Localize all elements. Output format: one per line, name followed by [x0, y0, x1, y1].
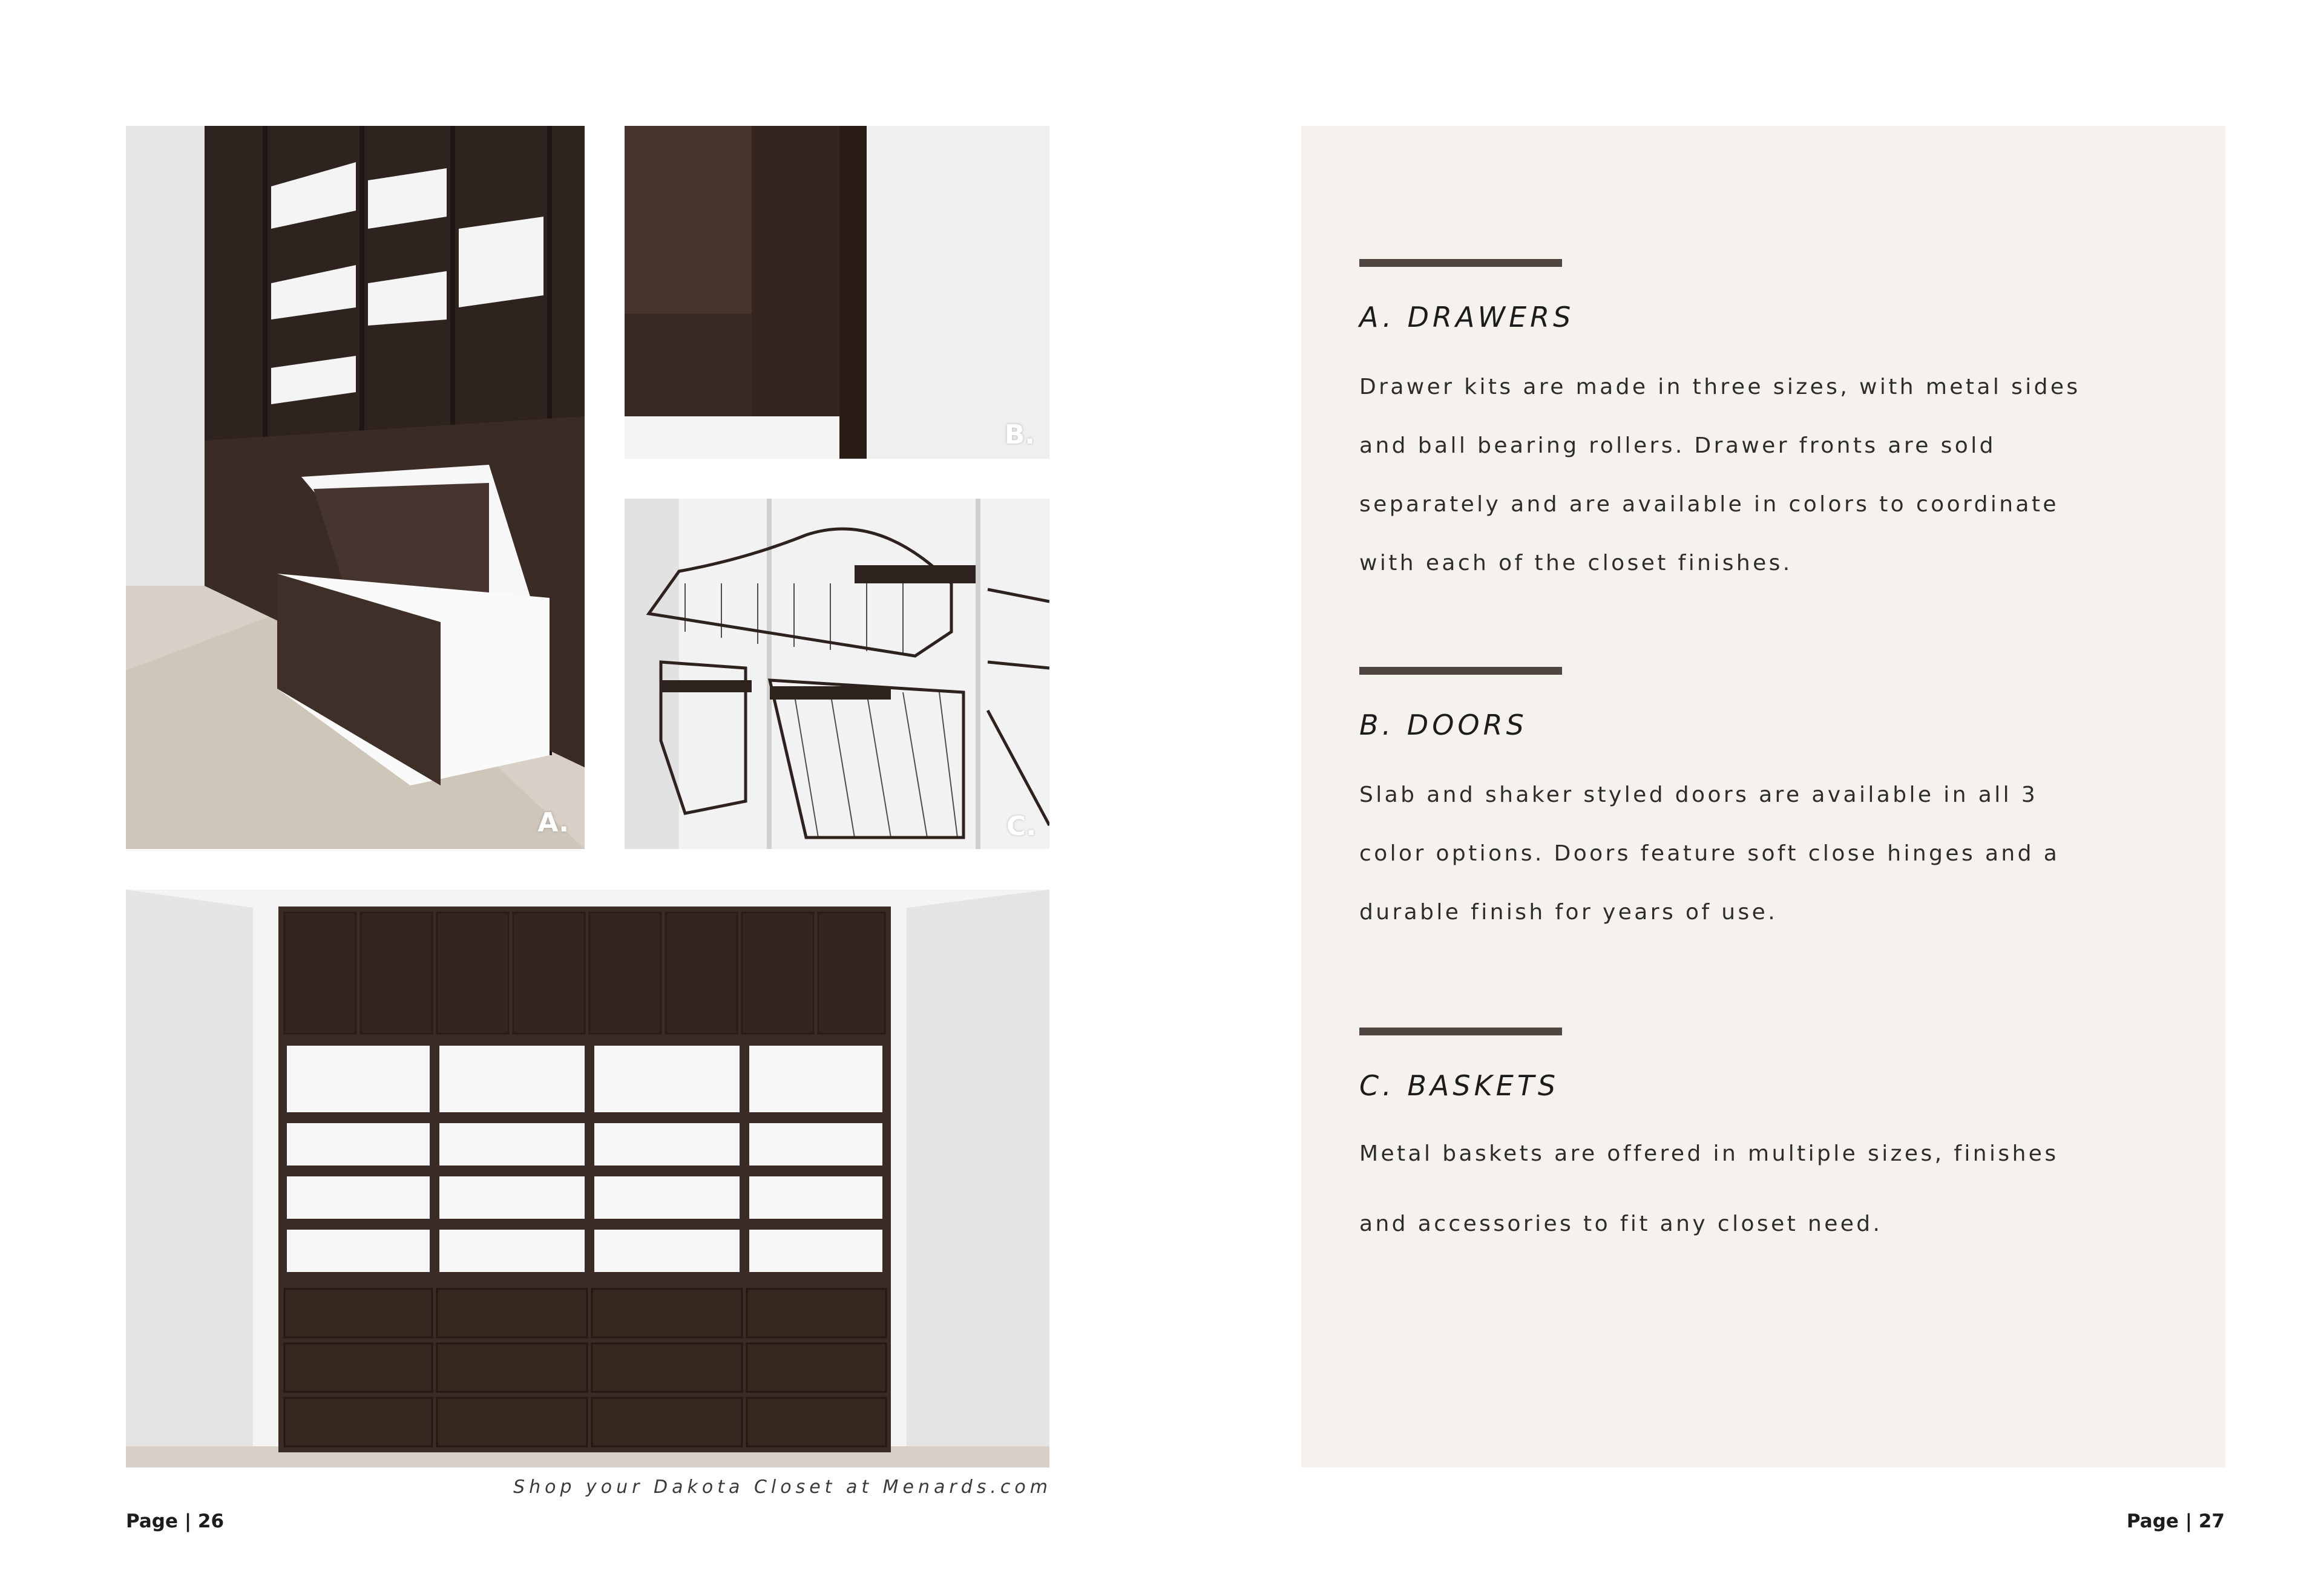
door-illustration — [625, 126, 1049, 459]
section-divider — [1359, 1028, 1562, 1035]
section-title: A. DRAWERS — [1359, 301, 1575, 333]
photo-door — [625, 126, 1049, 459]
photo-label-c: C. — [1006, 811, 1036, 842]
features-panel — [1301, 126, 2225, 1467]
page-number-left: Page | 26 — [126, 1510, 225, 1532]
photo-closet-unit — [126, 890, 1049, 1467]
section-title: B. DOORS — [1359, 709, 1528, 741]
section-body: Metal baskets are offered in multiple sizes, finishes and accessories to fit any closet need. — [1359, 1141, 2059, 1236]
section-divider — [1359, 667, 1562, 675]
photo-label-b: B. — [1004, 419, 1035, 450]
section-drawers — [1359, 259, 2164, 592]
section-body: Drawer kits are made in three sizes, with metal sides and ball bearing rollers. Drawer fronts are sold separately and are available in colors to coordinate with each of the closet finishes. — [1359, 375, 2081, 575]
photo-label-a: A. — [537, 807, 569, 838]
page-number-right: Page | 27 — [2126, 1510, 2225, 1532]
section-divider — [1359, 259, 1562, 267]
photo-drawers — [126, 126, 585, 849]
closet-unit-illustration — [126, 890, 1049, 1467]
section-title: C. BASKETS — [1359, 1069, 1560, 1102]
section-body: Slab and shaker styled doors are available in all 3 color options. Doors feature soft close hinges and a durable finish for years of use. — [1359, 782, 2060, 925]
photo-baskets — [625, 499, 1049, 849]
caption-shop-menards: Shop your Dakota Closet at Menards.com — [513, 1477, 1052, 1498]
drawers-illustration — [126, 126, 585, 849]
section-doors — [1359, 667, 2164, 942]
baskets-illustration — [625, 499, 1049, 849]
section-baskets — [1359, 1028, 2164, 1259]
